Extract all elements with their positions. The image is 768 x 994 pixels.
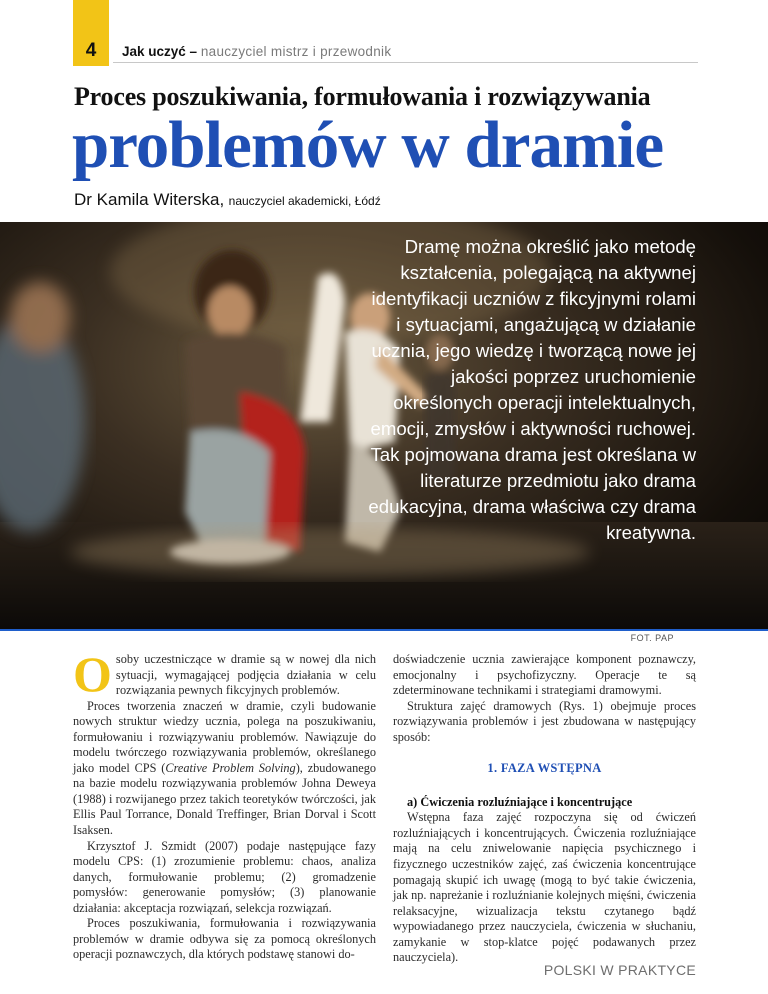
body-paragraph: Proces poszukiwania, formułowania i rozwiązywania problemów w dramie odbywa się za pomocą określonych operacji poznawczych, dla których podstawę stanowi do- [73,916,376,962]
body-paragraph: Struktura zajęć dramowych (Rys. 1) obejmuje proces rozwiązywania problemów i jest zbudowana w następujący sposób: [393,698,696,744]
lead-paragraph: Dramę można określić jako metodę kształcenia, polegającą na aktywnej identyfikacji uczniów z fikcyjnymi rolami i sytuacjami, angażującą w działanie ucznia, jego wiedzę i tworzącą nowe jej jakości poprzez uruchomienie określonych operacji intelektualnych, emocji, zmysłów i aktywności ruchowej. Tak pojmowana drama jest określana w literaturze przedmiotu jako drama edukacyjna, drama właściwa czy drama kreatywna. [368,236,696,543]
body-paragraph: Krzysztof J. Szmidt (2007) podaje następujące fazy modelu CPS: (1) zrozumienie problemu: chaos, analiza danych, formułowanie problemu; (2) gromadzenie pomysłów: generowanie pomysłów; (3) planowanie działania: akceptacja rozwiązań, selekcja rozwiązań. [73,838,376,915]
body-paragraph: Wstępna faza zajęć rozpoczyna się od ćwiczeń rozluźniających i koncentrujących. Ćwiczenia rozluźniające mają na celu zniwelowanie napięcia psychicznego i fizycznego uczestników zajęć, zaś ćwiczenia koncentrujące pomagają skupić ich uwagę (mogą to być takie ćwiczenia, jak np. napreżanie i rozluźnianie kolejnych mięśni, ćwiczenia relaksacyjne, wizualizacja tekstu czytanego bądź wypowiadanego przez nauczyciela, ćwiczenia w słuchaniu, zamykanie w stop-klatce pojęć podawanych przez nauczyciela). [393,810,696,965]
body-paragraph: Osoby uczestniczące w dramie są w nowej dla nich sytuacji, wymagającej podjęcia działania w celu rozwiązania pewnych fikcyjnych problemów. [73,646,376,702]
author-role: nauczyciel akademicki, Łódź [228,194,381,208]
author-name: Dr Kamila Witerska, [74,190,225,209]
drop-cap: O [73,646,112,702]
page-number-tab [73,0,109,66]
photo-divider [0,629,768,631]
article-title: problemów w dramie [72,108,664,182]
body-column-left [73,646,376,963]
running-header [122,44,391,59]
subsection-heading: a) Ćwiczenia rozluźniające i koncentrujące [407,794,633,809]
section-heading: 1. FAZA WSTĘPNA [487,761,602,776]
body-paragraph-continued: doświadczenie ucznia zawierające komponent poznawczy, emocjonalny i psychofizyczny. Operacje te są zdeterminowane technikami i strategiami dramowymi. [393,652,696,698]
page-number: 4 [85,40,97,61]
body-column-right [393,652,696,966]
section-subtitle: nauczyciel mistrz i przewodnik [200,44,392,59]
header-divider [113,62,698,63]
photo-credit: FOT. PAP [630,633,674,643]
article-kicker: Proces poszukiwania, formułowania i rozwiązywania [74,82,651,111]
section-name: Jak uczyć – [122,44,198,59]
magazine-footer: POLSKI W PRAKTYCE [543,962,696,978]
body-paragraph: Proces tworzenia znaczeń w dramie, czyli budowanie nowych struktur wiedzy ucznia, polega na poszukiwaniu, formułowaniu i rozwiązywaniu problemów. Nawiązuje do modelu twórczego rozwiązywania problemów, określanego jako model CPS (Creative Problem Solving), zbudowanego na bazie modelu rozwiązywania problemów Johna Deweya (1988) i rozwijanego przez takich teoretyków twórczości, jak Ellis Paul Torrance, Donald Treffinger, Brian Dorval i Scott Isaksen. [73,698,376,838]
byline [74,190,381,210]
